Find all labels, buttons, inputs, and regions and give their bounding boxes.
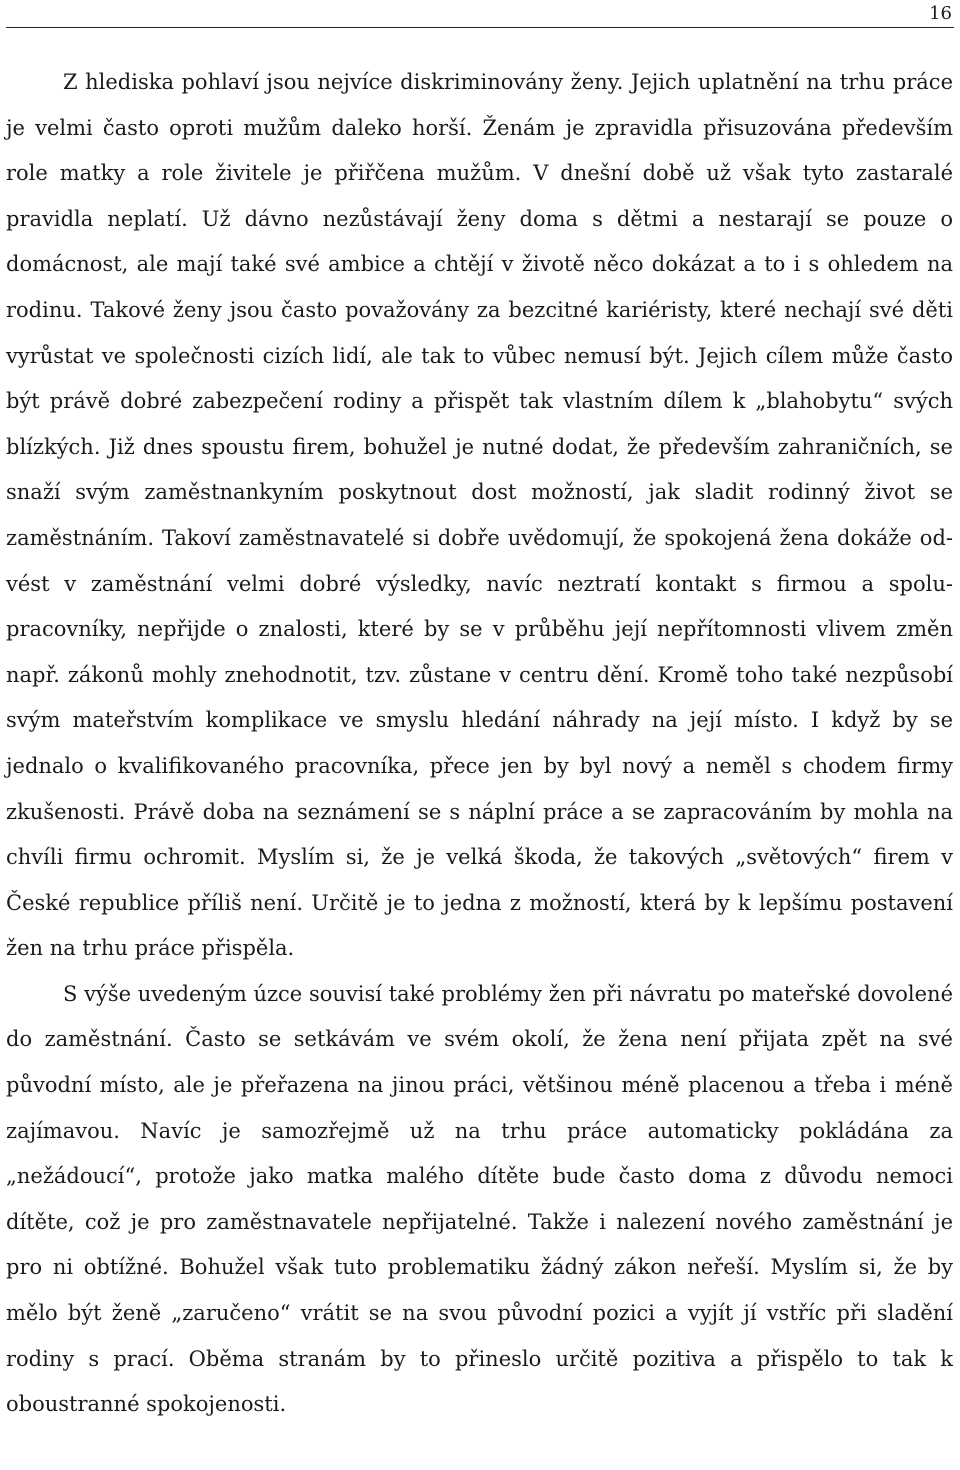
- document-body: [6, 60, 953, 1428]
- paragraph-return-after-maternity: S výše uvedeným úzce souvisí také problémy žen při návratu po mateřské dovolené do zaměstnání. Často se setkávám ve svém okolí, že žena není přijata zpět na své původní místo, ale je přeřazena na jinou práci, většinou méně placenou a třeba i méně zajímavou. Navíc je samozřejmě už na trhu práce automaticky pokládána za „nežádoucí“, protože jako matka malého dítěte bude často doma z důvodu nemoci dítěte, což je pro zaměstnavatele nepřijatelné. Takže i nalezení nového zaměstnání je pro ni obtížné. Bohužel však tuto problematiku žádný zákon neřeší. Myslím si, že by mělo být ženě „zaručeno“ vrátit se na svou původní pozici a vyjít jí vstříc při sladění rodiny s prací. Oběma stranám by to přineslo určitě pozitiva a přispělo to tak k oboustranné spokojenosti.: [6, 981, 953, 1417]
- header-rule: [6, 27, 954, 28]
- paragraph-women-discrimination: Z hlediska pohlaví jsou nejvíce diskriminovány ženy. Jejich uplatnění na trhu práce je velmi často oproti mužům daleko horší. Ženám je zpravidla přisuzována především role matky a role živitele je přiřčena mužům. V dnešní době už však tyto zastaralé pravidla neplatí. Už dávno nezůstávají ženy doma s dětmi a nestarají se pouze o domácnost, ale mají také své ambice a chtějí v životě něco dokázat a to i s ohledem na rodinu. Takové ženy jsou často považovány za bezcitné kariéristy, které nechají své děti vyrůstat ve společnosti cizích lidí, ale tak to vůbec nemusí být. Jejich cílem může často být právě dobré zabezpečení rodiny a přispět tak vlastním dílem k „blahobytu“ svých blízkých. Již dnes spoustu firem, bohužel je nutné dodat, že především zahraničních, se snaží svým zaměstnankyním poskytnout dost možností, jak sladit rodinný život se zaměstnáním. Takoví zaměstnavatelé si dobře uvědomují, že spokojená žena dokáže odvést v zaměstnání velmi dobré výsledky, navíc neztratí kontakt s firmou a spolupracovníky, nepřijde o znalosti, které by se v průběhu její nepřítomnosti vlivem změn např. zákonů mohly znehodnotit, tzv. zůstane v centru dění. Kromě toho také nezpůsobí svým mateřstvím komplikace ve smyslu hledání náhrady na její místo. I když by se jednalo o kvalifikovaného pracovníka, přece jen by byl nový a neměl s chodem firmy zkušenosti. Právě doba na seznámení se s náplní práce a se zapracováním by mohla na chvíli firmu ochromit. Myslím si, že je velká škoda, že takových „světových“ firem v České republice příliš není. Určitě je to jedna z možností, která by k lepšímu postavení žen na trhu práce přispěla.: [6, 70, 953, 961]
- page-number: 16: [929, 3, 952, 24]
